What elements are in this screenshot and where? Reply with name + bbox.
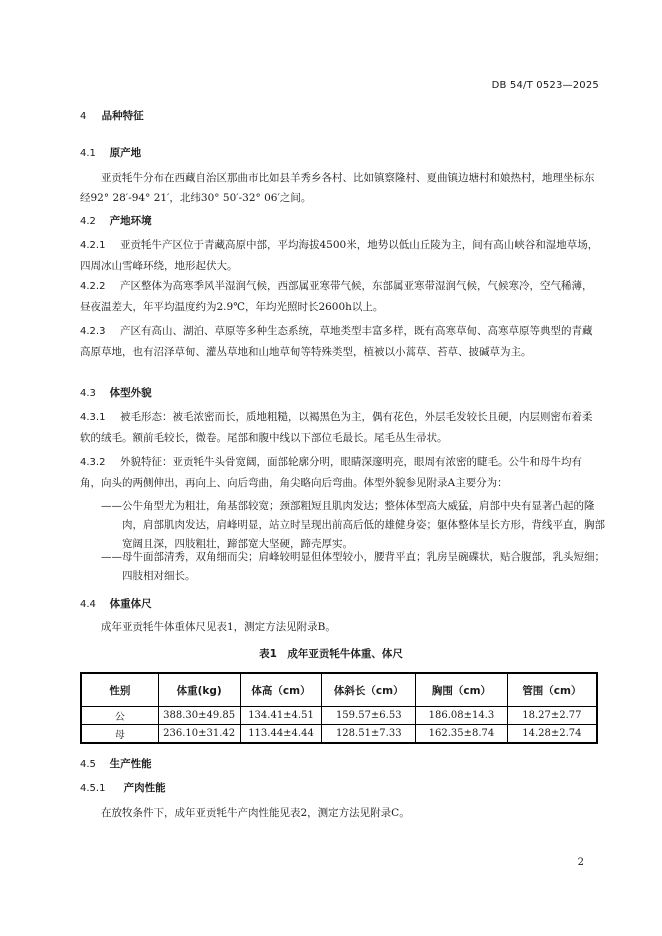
table-header-row (81, 673, 597, 707)
cell-weight: 388.30±49.85 (158, 707, 240, 725)
header-height: 体高（cm） (240, 673, 322, 707)
section-number: 4.3 (80, 388, 96, 399)
section-title: 生产性能 (109, 758, 152, 770)
header-sex: 性别 (81, 673, 158, 707)
clause-text: 产区整体为高寒季风半湿润气候，西部属亚寒带气候，东部属亚寒带湿润气候，气候寒冷，空气稀薄，昼夜温差大，年平均温度约为2.9℃，年均光照时长2600h以上。 (80, 280, 593, 313)
section-4-3-1 (80, 407, 602, 448)
cell-chest-girth: 162.35±8.74 (416, 725, 508, 744)
section-4-4-heading (80, 596, 152, 611)
table-row (81, 707, 597, 725)
section-number: 4.5.1 (80, 783, 106, 794)
clause-text: 亚贡牦牛产区位于青藏高原中部，平均海拔4500米，地势以低山丘陵为主，间有高山峡谷和湿地草场，四周冰山雪峰环绕，地形起伏大。 (80, 239, 599, 272)
clause-text: 被毛形态：被毛浓密而长，质地粗糙，以褐黑色为主，偶有花色，外层毛发较长且硬，内层则密布着柔软的绒毛。额前毛较长，微卷。尾部和腹中线以下部位毛最长。尾毛丛生帚状。 (80, 411, 593, 444)
section-number: 4.1 (80, 148, 96, 159)
cell-sex: 公 (81, 707, 158, 725)
dash-item-bull: ——公牛角型尤为粗壮，角基部较宽；颈部粗短且肌肉发达；整体体型高大威猛，肩部中央有显著凸起的隆肉，肩部肌肉发达，肩峰明显，站立时呈现出前高后低的雄健身姿；躯体整体呈长方形，背线平直，胸部宽阔且深，四肢粗壮，蹄部宽大坚硬，蹄壳厚实。 (101, 500, 605, 550)
section-4-2-2 (80, 276, 602, 317)
body-measurement-table (80, 672, 598, 744)
cell-weight: 236.10±31.42 (158, 725, 240, 744)
dash-item-cow: ——母牛面部清秀，双角细而尖；肩峰较明显但体型较小，腰背平直；乳房呈碗碟状，贴合腹部，乳头短细；四肢相对细长。 (101, 551, 605, 582)
page-number: 2 (577, 857, 584, 868)
clause-number: 4.3.2 (80, 457, 106, 468)
section-4-heading (80, 108, 144, 123)
clause-number: 4.2.2 (80, 281, 106, 292)
section-number: 4.4 (80, 599, 96, 610)
cell-body-length: 159.57±6.53 (322, 707, 416, 725)
section-title: 体型外貌 (109, 387, 152, 399)
section-title: 产肉性能 (123, 782, 166, 794)
section-number: 4 (80, 111, 87, 122)
header-cannon-girth: 管围（cm） (507, 673, 597, 707)
section-4-5-1-heading (80, 780, 166, 795)
cell-body-length: 128.51±7.33 (322, 725, 416, 744)
clause-number: 4.2.3 (80, 326, 106, 337)
header-chest-girth: 胸围（cm） (416, 673, 508, 707)
header-body-length: 体斜长（cm） (322, 673, 416, 707)
cell-sex: 母 (81, 725, 158, 744)
section-title: 原产地 (109, 147, 142, 159)
section-4-2-3 (80, 321, 602, 362)
section-title: 品种特征 (101, 110, 144, 122)
section-4-3-heading (80, 385, 152, 400)
section-number: 4.5 (80, 759, 96, 770)
section-4-2-heading (80, 213, 152, 228)
clause-number: 4.2.1 (80, 240, 106, 251)
table-caption: 表1 成年亚贡牦牛体重、体尺 (259, 648, 403, 660)
section-title: 产地环境 (109, 215, 152, 227)
section-4-4-text: 成年亚贡牦牛体重体尺见表1，测定方法见附录B。 (101, 621, 336, 633)
document-code: DB 54/T 0523—2025 (491, 80, 599, 91)
section-number: 4.2 (80, 216, 96, 227)
cell-cannon-girth: 18.27±2.77 (507, 707, 597, 725)
cell-cannon-girth: 14.28±2.74 (507, 725, 597, 744)
clause-number: 4.3.1 (80, 412, 106, 423)
table-row (81, 725, 597, 744)
section-4-5-heading (80, 756, 152, 771)
section-4-5-1-text: 在放牧条件下，成年亚贡牦牛产肉性能见表2，测定方法见附录C。 (101, 807, 410, 819)
cell-height: 113.44±4.44 (240, 725, 322, 744)
header-weight: 体重(kg) (158, 673, 240, 707)
section-4-3-2 (80, 452, 602, 493)
section-4-2-1 (80, 235, 602, 276)
section-title: 体重体尺 (109, 598, 152, 610)
section-4-1-heading (80, 145, 141, 160)
cell-height: 134.41±4.51 (240, 707, 322, 725)
clause-text: 外貌特征：亚贡牦牛头骨宽阔，面部轮廓分明，眼睛深邃明亮，眼周有浓密的睫毛。公牛和母牛均有角，向头的两侧伸出，再向上、向后弯曲，角尖略向后弯曲。体型外貌参见附录A主要分为： (80, 456, 582, 489)
cell-chest-girth: 186.08±14.3 (416, 707, 508, 725)
clause-text: 产区有高山、湖泊、草原等多种生态系统，草地类型丰富多样，既有高寒草甸、高寒草原等典型的青藏高原草地，也有沼泽草甸、灌丛草地和山地草甸等特殊类型，植被以小蒿草、苔草、披碱草为主。 (80, 325, 593, 358)
section-4-1-text: 亚贡牦牛分布在西藏自治区那曲市比如县羊秀乡各村、比如镇察隆村、夏曲镇边塘村和娘热村，地理坐标东经92° 28′-94° 21′，北纬30° 50′-32° 06′之间。 (80, 172, 595, 204)
